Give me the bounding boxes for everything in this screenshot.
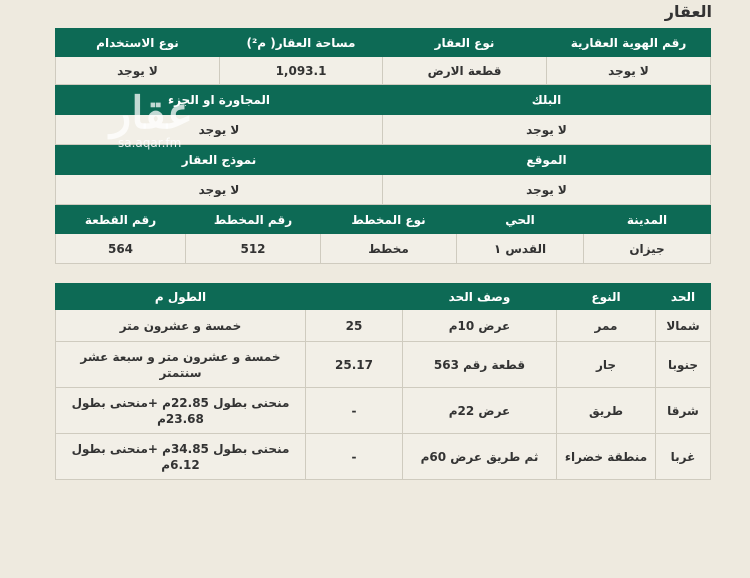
value-plot-number: 564 <box>56 234 186 264</box>
value-district: القدس ١ <box>457 234 584 264</box>
boundary-length-text: خمسة و عشرون متر و سبعة عشر سنتمتر <box>56 342 306 388</box>
table-row <box>56 310 711 342</box>
page-title: العقار <box>664 2 712 21</box>
header-location: الموقع <box>383 145 711 175</box>
value-property-id: لا يوجد <box>547 57 711 85</box>
header-city: المدينة <box>584 206 711 234</box>
boundary-length: 25.17 <box>306 342 403 388</box>
value-city: جيزان <box>584 234 711 264</box>
value-property-area: 1,093.1 <box>220 57 383 85</box>
value-plan-type: مخطط <box>321 234 457 264</box>
value-property-model: لا يوجد <box>56 175 383 205</box>
boundaries-table <box>55 283 711 480</box>
header-plan-number: رقم المخطط <box>186 206 321 234</box>
boundary-length: - <box>306 388 403 434</box>
boundary-side: غربا <box>656 434 711 480</box>
header-usage-type: نوع الاستخدام <box>56 29 220 57</box>
boundary-description: عرض 10م <box>403 310 557 342</box>
value-property-type: قطعة الارض <box>383 57 547 85</box>
boundary-type: طريق <box>557 388 656 434</box>
table-row <box>56 388 711 434</box>
boundary-length-text: منحنى بطول 34.85م +منحنى بطول 6.12م <box>56 434 306 480</box>
location-table <box>55 205 711 264</box>
header-description: وصف الحد <box>403 284 557 310</box>
value-usage-type: لا يوجد <box>56 57 220 85</box>
boundary-type: منطقة خضراء <box>557 434 656 480</box>
value-location: لا يوجد <box>383 175 711 205</box>
header-plot-number: رقم القطعة <box>56 206 186 234</box>
watermark-logo: عقار <box>110 88 194 139</box>
value-neighborhood-part: لا يوجد <box>56 115 383 145</box>
header-type: النوع <box>557 284 656 310</box>
boundary-description: قطعة رقم 563 <box>403 342 557 388</box>
boundary-side: جنوبا <box>656 342 711 388</box>
value-plan-number: 512 <box>186 234 321 264</box>
header-plan-type: نوع المخطط <box>321 206 457 234</box>
boundary-type: جار <box>557 342 656 388</box>
header-property-id: رقم الهوية العقارية <box>547 29 711 57</box>
header-neighborhood-part: المجاورة او الجزء <box>56 85 383 115</box>
header-length-number <box>306 284 403 310</box>
boundary-type: ممر <box>557 310 656 342</box>
table-row <box>56 342 711 388</box>
boundary-side: شرقا <box>656 388 711 434</box>
header-property-model: نموذج العقار <box>56 145 383 175</box>
boundary-side: شمالا <box>656 310 711 342</box>
boundary-length-text: خمسة و عشرون متر <box>56 310 306 342</box>
boundary-length: 25 <box>306 310 403 342</box>
header-property-type: نوع العقار <box>383 29 547 57</box>
header-block: البلك <box>383 85 711 115</box>
header-property-area: مساحة العقار( م²) <box>220 29 383 57</box>
header-side: الحد <box>656 284 711 310</box>
boundary-length-text: منحنى بطول 22.85م +منحنى بطول 23.68م <box>56 388 306 434</box>
value-block: لا يوجد <box>383 115 711 145</box>
boundary-description: عرض 22م <box>403 388 557 434</box>
boundary-length: - <box>306 434 403 480</box>
table-row <box>56 434 711 480</box>
watermark-site: sa.aqar.fm <box>118 136 182 150</box>
boundary-description: ثم طريق عرض 60م <box>403 434 557 480</box>
header-length: الطول م <box>56 284 306 310</box>
header-district: الحي <box>457 206 584 234</box>
